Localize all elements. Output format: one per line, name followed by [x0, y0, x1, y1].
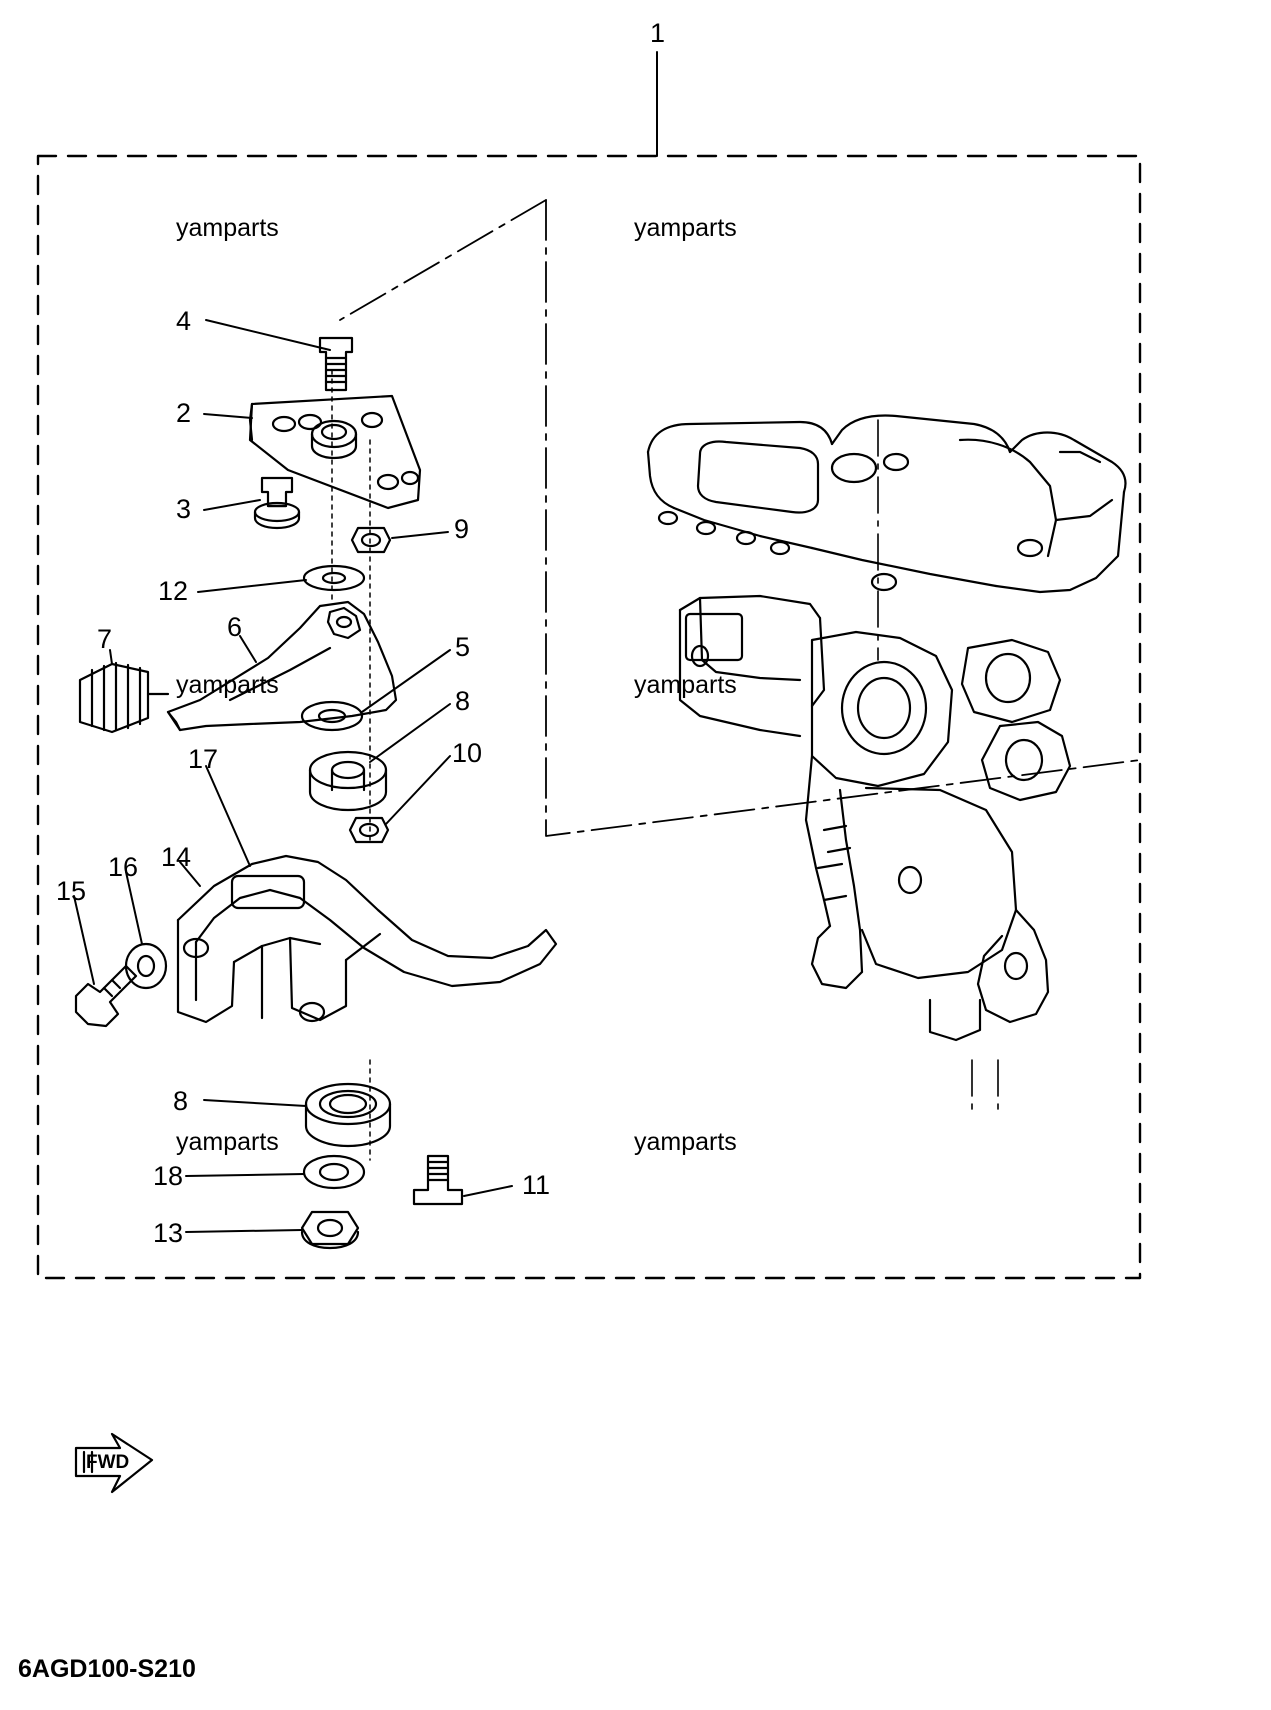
callout-5: 5	[455, 632, 471, 662]
callout-6: 6	[227, 612, 243, 642]
watermark: yamparts	[634, 671, 737, 699]
watermark: yamparts	[176, 1128, 279, 1156]
callout-1: 1	[650, 18, 666, 48]
part-6-lever-arm	[168, 602, 396, 730]
part-18-washer	[304, 1156, 364, 1188]
callout-18: 18	[153, 1161, 184, 1191]
part-8-collar-lower	[306, 1084, 390, 1146]
part-8-collar-upper	[310, 752, 386, 810]
part-7-grip	[80, 663, 168, 732]
callout-7: 7	[97, 624, 113, 654]
leader-lines	[74, 320, 512, 1232]
callout-2: 2	[176, 398, 192, 428]
callout-10: 10	[452, 738, 483, 768]
callout-3: 3	[176, 494, 192, 524]
part-10-nut	[350, 818, 388, 842]
watermark: yamparts	[176, 671, 279, 699]
part-2-bracket-plate	[250, 396, 420, 508]
figure-code: 6AGD100-S210	[18, 1655, 196, 1683]
callout-9: 9	[454, 514, 470, 544]
callout-16: 16	[108, 852, 139, 882]
callout-17: 17	[188, 744, 219, 774]
outboard-bracket-illustration	[648, 416, 1126, 1110]
part-14-handle-bracket	[178, 856, 556, 1022]
assembly-boundary-box	[38, 156, 1140, 1278]
watermark: yamparts	[176, 214, 279, 242]
watermark: yamparts	[634, 1128, 737, 1156]
section-plane	[546, 200, 1140, 836]
callout-11: 11	[522, 1170, 551, 1200]
callout-15: 15	[56, 876, 87, 906]
part-4-bolt	[320, 338, 352, 390]
callout-8-upper: 8	[455, 686, 471, 716]
callout-13: 13	[153, 1218, 184, 1248]
watermark: yamparts	[634, 214, 737, 242]
part-11-bolt	[414, 1156, 462, 1204]
callout-12: 12	[158, 576, 189, 606]
callout-14: 14	[161, 842, 192, 872]
callout-8-lower: 8	[173, 1086, 189, 1116]
fwd-label: FWD	[86, 1452, 130, 1473]
part-9-nut	[352, 528, 390, 552]
part-12-washer	[304, 566, 364, 590]
callout-4: 4	[176, 306, 192, 336]
part-3-bolt-washer	[255, 478, 299, 528]
part-13-nut	[302, 1212, 358, 1248]
